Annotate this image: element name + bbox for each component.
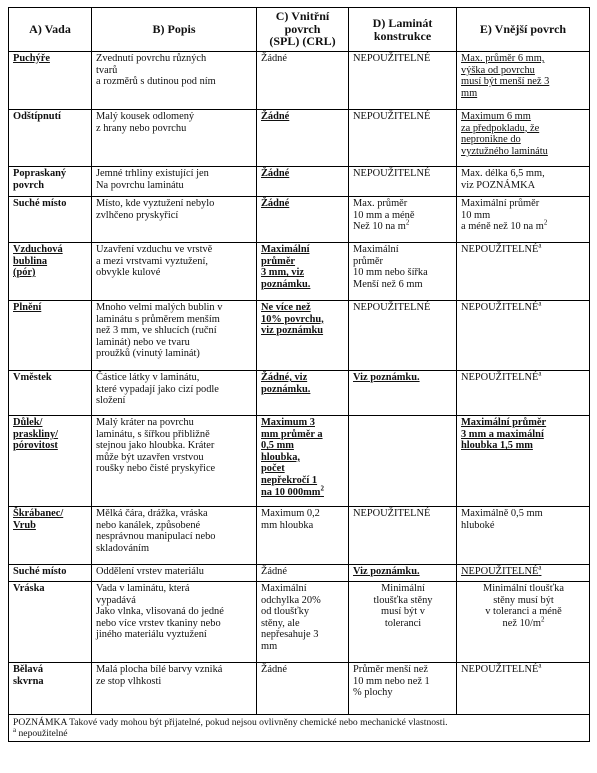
cell-line: odchylka 20% bbox=[261, 594, 321, 606]
note-row bbox=[9, 715, 590, 742]
laminate-construction-limit bbox=[349, 565, 457, 582]
laminate-construction-limit bbox=[349, 582, 457, 663]
table-row-vmestek bbox=[9, 371, 590, 416]
laminate-construction-limit bbox=[349, 301, 457, 371]
cell-line: musí být v bbox=[381, 606, 425, 618]
cell-line: Na povrchu laminátu bbox=[96, 179, 184, 191]
defect-description bbox=[92, 371, 257, 416]
cell-line: Průměr menší než bbox=[353, 664, 429, 675]
cell-line: Žádné bbox=[261, 111, 290, 122]
document-page bbox=[8, 7, 589, 742]
outer-surface-limit bbox=[457, 507, 590, 565]
cell-line: nepřekročí 1 bbox=[261, 474, 318, 486]
cell-line: skladováním bbox=[96, 542, 150, 554]
superscript: a bbox=[538, 661, 542, 670]
defect-name bbox=[9, 110, 92, 167]
cell-line: nebo kanálek, způsobené bbox=[96, 519, 201, 531]
cell-line: a rozměrů s dutinou pod ním bbox=[96, 76, 216, 88]
outer-surface-limit bbox=[457, 110, 590, 167]
defect-name bbox=[9, 301, 92, 371]
cell-line: viz POZNÁMKA bbox=[461, 179, 536, 191]
cell-line: laminátu s průměrem menším bbox=[96, 313, 220, 325]
cell-line: (pór) bbox=[13, 267, 36, 279]
cell-line: Maximum 0,2 bbox=[261, 508, 320, 519]
cell-line: Menší než 6 mm bbox=[353, 278, 423, 290]
cell-line: Žádné, viz bbox=[261, 372, 308, 383]
header-laminat-konstrukce: D) Laminát konstrukce bbox=[349, 8, 457, 52]
cell-line: Minimální bbox=[381, 583, 425, 594]
cell-line: počet bbox=[261, 463, 285, 475]
cell-line: Popraskaný bbox=[13, 168, 67, 179]
outer-surface-limit bbox=[457, 167, 590, 197]
footnote-text: nepoužitelné bbox=[16, 728, 68, 739]
header-popis: B) Popis bbox=[92, 8, 257, 52]
defect-description bbox=[92, 243, 257, 301]
inner-surface-limit bbox=[257, 371, 349, 416]
laminate-construction-limit bbox=[349, 663, 457, 715]
defect-description bbox=[92, 301, 257, 371]
cell-line: proužků (vinutý laminát) bbox=[96, 348, 200, 360]
cell-line: musí být menší než 3 bbox=[461, 76, 550, 88]
inner-surface-limit bbox=[257, 52, 349, 110]
header-vnejsi-povrch: E) Vnější povrch bbox=[457, 8, 590, 52]
cell-line: mm průměr a bbox=[261, 428, 323, 440]
laminate-construction-limit bbox=[349, 416, 457, 507]
defect-name bbox=[9, 582, 92, 663]
cell-line: NEPOUŽITELNÉ bbox=[353, 508, 431, 519]
cell-line: Zvednutí povrchu různých bbox=[96, 53, 207, 64]
cell-line: Suché místo bbox=[13, 566, 67, 577]
inner-surface-limit bbox=[257, 507, 349, 565]
cell-line: stěny, ale bbox=[261, 617, 300, 629]
cell-line: průměr bbox=[261, 255, 296, 267]
cell-line: Malý kráter na povrchu bbox=[96, 417, 194, 428]
cell-line: hloubka 1,5 mm bbox=[461, 440, 533, 452]
inner-surface-limit bbox=[257, 582, 349, 663]
outer-surface-limit bbox=[457, 52, 590, 110]
defect-name bbox=[9, 507, 92, 565]
header-row bbox=[9, 8, 590, 52]
defect-name bbox=[9, 52, 92, 110]
superscript: 2 bbox=[320, 484, 324, 493]
inner-surface-limit bbox=[257, 663, 349, 715]
cell-line: NEPOUŽITELNÉ bbox=[353, 53, 431, 64]
cell-line: které vypadají jako cizí podle bbox=[96, 383, 219, 395]
cell-line: Místo, kde vyztužení nebylo bbox=[96, 198, 215, 209]
cell-line: Žádné bbox=[261, 168, 290, 179]
cell-line: od tloušťky bbox=[261, 606, 310, 618]
cell-line: Žádné bbox=[261, 53, 287, 64]
cell-line: Vměstek bbox=[13, 372, 52, 383]
cell-line: Vráska bbox=[13, 583, 45, 594]
laminate-construction-limit bbox=[349, 52, 457, 110]
superscript: 2 bbox=[405, 218, 410, 227]
laminate-construction-limit bbox=[349, 243, 457, 301]
cell-line: 10 mm nebo než 1 bbox=[353, 675, 430, 687]
cell-line: Malý kousek odlomený bbox=[96, 111, 195, 122]
defect-description bbox=[92, 110, 257, 167]
cell-line: Max. průměr bbox=[353, 198, 408, 209]
cell-line: Max. průměr 6 mm, bbox=[461, 53, 545, 64]
defect-name bbox=[9, 371, 92, 416]
cell-line: Vada v laminátu, která bbox=[96, 583, 190, 594]
table-row-odstipnuti bbox=[9, 110, 590, 167]
cell-line: NEPOUŽITELNÉ bbox=[461, 566, 539, 577]
defect-name bbox=[9, 197, 92, 243]
defect-name bbox=[9, 416, 92, 507]
cell-line: Maximální bbox=[261, 244, 310, 255]
cell-line: průměr bbox=[353, 255, 384, 267]
cell-line: 3 mm, viz bbox=[261, 267, 304, 279]
outer-surface-limit bbox=[457, 582, 590, 663]
inner-surface-limit bbox=[257, 110, 349, 167]
cell-line: Důlek/ bbox=[13, 417, 43, 428]
cell-line: Škrábanec/ bbox=[13, 508, 64, 519]
superscript: 2 bbox=[543, 218, 548, 227]
cell-line: Jemné trhliny existující jen bbox=[96, 168, 209, 179]
cell-line: Suché místo bbox=[13, 198, 67, 209]
cell-line: Puchýře bbox=[13, 53, 50, 64]
cell-line: povrch bbox=[13, 179, 44, 191]
cell-line: viz poznámku bbox=[261, 325, 324, 337]
outer-surface-limit bbox=[457, 301, 590, 371]
cell-line: složení bbox=[96, 395, 126, 407]
cell-line: Vzduchová bbox=[13, 244, 63, 255]
cell-line: Max. délka 6,5 mm, bbox=[461, 168, 545, 179]
footnote-mark: a bbox=[13, 725, 17, 734]
cell-line: poznámku. bbox=[261, 383, 311, 395]
cell-line: stěny musí být bbox=[493, 594, 554, 606]
cell-line: hloubka, bbox=[261, 451, 300, 463]
cell-line: výška od povrchu bbox=[461, 64, 535, 76]
cell-line: Částice látky v laminátu, bbox=[96, 372, 200, 383]
cell-line: a mezi vrstvami vyztužení, bbox=[96, 255, 208, 267]
cell-line: Plnění bbox=[13, 302, 42, 313]
cell-line: na 10 000mm bbox=[261, 486, 321, 498]
table-row-suche-misto-2 bbox=[9, 565, 590, 582]
cell-line: za předpokladu, že bbox=[461, 122, 540, 134]
cell-line: Než 10 na m bbox=[353, 221, 406, 233]
cell-line: Ne více než bbox=[261, 302, 311, 313]
cell-line: laminátu, s šířkou přibližně bbox=[96, 428, 210, 440]
cell-line: mm bbox=[461, 87, 478, 99]
cell-line: z hrany nebo povrchu bbox=[96, 122, 187, 134]
cell-line: Odštípnutí bbox=[13, 111, 61, 122]
cell-line: jiného materiálu vyztužení bbox=[96, 629, 207, 641]
inner-surface-limit bbox=[257, 565, 349, 582]
defect-description bbox=[92, 197, 257, 243]
cell-line: nebo více vrstev tkaniny nebo bbox=[96, 617, 221, 629]
table-row-plneni bbox=[9, 301, 590, 371]
cell-line: NEPOUŽITELNÉ bbox=[353, 302, 431, 313]
defect-description bbox=[92, 507, 257, 565]
defect-name bbox=[9, 243, 92, 301]
table-row-suche-misto bbox=[9, 197, 590, 243]
outer-surface-limit bbox=[457, 565, 590, 582]
cell-line: % plochy bbox=[353, 687, 393, 699]
cell-line: stejnou jako hloubka. Kráter bbox=[96, 440, 215, 452]
cell-line: bublina bbox=[13, 255, 48, 267]
defect-name bbox=[9, 167, 92, 197]
laminate-construction-limit bbox=[349, 507, 457, 565]
defect-description bbox=[92, 167, 257, 197]
outer-surface-limit bbox=[457, 663, 590, 715]
defect-description bbox=[92, 582, 257, 663]
cell-line: nepřesahuje 3 bbox=[261, 629, 319, 641]
cell-line: mm bbox=[261, 640, 278, 652]
cell-line: Žádné bbox=[261, 198, 290, 209]
cell-line: hluboké bbox=[461, 519, 495, 531]
cell-line: NEPOUŽITELNÉ bbox=[461, 244, 539, 255]
cell-line: Bělavá bbox=[13, 664, 44, 675]
cell-line: může být uzavřen vrstvou bbox=[96, 451, 204, 463]
footnote bbox=[13, 725, 585, 739]
cell-line: Jako vlnka, vlisovaná do jedné bbox=[96, 606, 224, 618]
cell-line: 10 mm bbox=[461, 209, 491, 221]
cell-line: pórovitost bbox=[13, 440, 58, 452]
cell-line: Maximum 6 mm bbox=[461, 111, 531, 122]
cell-line: Maximum 3 bbox=[261, 417, 315, 428]
cell-line: praskliny/ bbox=[13, 428, 59, 440]
defect-description bbox=[92, 52, 257, 110]
cell-line: Minimální tloušťka bbox=[483, 583, 564, 594]
cell-line: NEPOUŽITELNÉ bbox=[353, 168, 431, 179]
superscript: a bbox=[538, 563, 542, 572]
cell-line: 0,5 mm bbox=[261, 440, 294, 452]
laminate-construction-limit bbox=[349, 371, 457, 416]
cell-line: zvlhčeno pryskyřicí bbox=[96, 209, 179, 221]
cell-line: Žádné bbox=[261, 566, 287, 577]
cell-line: Žádné bbox=[261, 664, 287, 675]
cell-line: Maximální průměr bbox=[461, 198, 540, 209]
cell-line: poznámku. bbox=[261, 278, 311, 290]
cell-line: NEPOUŽITELNÉ bbox=[461, 372, 539, 383]
cell-line: toleranci bbox=[384, 617, 422, 629]
laminate-construction-limit bbox=[349, 167, 457, 197]
table-row-belava-skvrna bbox=[9, 663, 590, 715]
table-row-puchyre bbox=[9, 52, 590, 110]
cell-line: NEPOUŽITELNÉ bbox=[461, 302, 539, 313]
inner-surface-limit bbox=[257, 197, 349, 243]
cell-line: tloušťka stěny bbox=[373, 594, 433, 606]
cell-line: laminát) nebo ve tvaru bbox=[96, 336, 190, 348]
inner-surface-limit bbox=[257, 167, 349, 197]
cell-line: 10 mm a méně bbox=[353, 209, 415, 221]
table-row-dulek bbox=[9, 416, 590, 507]
defect-name bbox=[9, 663, 92, 715]
superscript: a bbox=[538, 299, 542, 308]
cell-line: roušky nebo čisté pryskyřice bbox=[96, 463, 216, 475]
cell-line: vyztužného laminátu bbox=[461, 145, 548, 157]
cell-line: 10 mm nebo šířka bbox=[353, 267, 428, 279]
header-vada: A) Vada bbox=[9, 8, 92, 52]
cell-line: Malá plocha bílé barvy vzniká bbox=[96, 664, 223, 675]
superscript: a bbox=[538, 369, 542, 378]
cell-line: v toleranci a méně bbox=[485, 606, 562, 618]
cell-line: 10% povrchu, bbox=[261, 313, 324, 325]
cell-line: Maximální bbox=[353, 244, 399, 255]
defect-description bbox=[92, 565, 257, 582]
cell-line: a méně než 10 na m bbox=[461, 221, 544, 233]
defect-name bbox=[9, 565, 92, 582]
cell-line: než 10/m bbox=[502, 617, 541, 629]
cell-line: NEPOUŽITELNÉ bbox=[353, 111, 431, 122]
header-vnitrni-povrch: C) Vnitřní povrch (SPL) (CRL) bbox=[257, 8, 349, 52]
cell-line: Viz poznámku. bbox=[353, 372, 420, 383]
table-row-vzduchova-bublina bbox=[9, 243, 590, 301]
cell-line: 3 mm a maximální bbox=[461, 428, 544, 440]
table-row-skrabanec bbox=[9, 507, 590, 565]
outer-surface-limit bbox=[457, 416, 590, 507]
cell-line: Oddělení vrstev materiálu bbox=[96, 566, 204, 577]
cell-line: skvrna bbox=[13, 675, 44, 687]
cell-line: tvarů bbox=[96, 64, 118, 76]
note-text: POZNÁMKA Takové vady mohou být přijatelné, pokud nejsou ovlivněny chemické nebo mechanické vlastnosti. bbox=[13, 717, 448, 728]
cell-line: nepronikne do bbox=[461, 134, 521, 146]
defect-description bbox=[92, 416, 257, 507]
cell-line: NEPOUŽITELNÉ bbox=[461, 664, 539, 675]
outer-surface-limit bbox=[457, 243, 590, 301]
outer-surface-limit bbox=[457, 197, 590, 243]
inner-surface-limit bbox=[257, 301, 349, 371]
defect-description bbox=[92, 663, 257, 715]
table-row-vraska bbox=[9, 582, 590, 663]
cell-line: Uzavření vzduchu ve vrstvě bbox=[96, 244, 213, 255]
table-row-popraskany-povrch bbox=[9, 167, 590, 197]
cell-line: mm hloubka bbox=[261, 519, 314, 531]
cell-line: ze stop vlhkosti bbox=[96, 675, 162, 687]
cell-line: Mělká čára, drážka, vráska bbox=[96, 508, 208, 519]
cell-line: Maximálně 0,5 mm bbox=[461, 508, 543, 519]
cell-line: Maximální průměr bbox=[461, 417, 547, 428]
outer-surface-limit bbox=[457, 371, 590, 416]
cell-line: Maximální bbox=[261, 583, 307, 594]
inner-surface-limit bbox=[257, 416, 349, 507]
inner-surface-limit bbox=[257, 243, 349, 301]
cell-line: Viz poznámku. bbox=[353, 566, 420, 577]
laminate-construction-limit bbox=[349, 110, 457, 167]
superscript: 2 bbox=[540, 615, 545, 624]
cell-line: vypadává bbox=[96, 594, 136, 606]
cell-line: Vrub bbox=[13, 519, 36, 531]
superscript: a bbox=[538, 241, 542, 250]
cell-line: Mnoho velmi malých bublin v bbox=[96, 302, 223, 313]
laminate-construction-limit bbox=[349, 197, 457, 243]
cell-line: obvykle kulové bbox=[96, 267, 161, 279]
cell-line: než 3 mm, ve shlucích (ruční bbox=[96, 325, 217, 337]
note-cell bbox=[9, 715, 590, 742]
cell-line: nesprávnou manipulací nebo bbox=[96, 531, 216, 543]
defects-table bbox=[8, 7, 590, 742]
